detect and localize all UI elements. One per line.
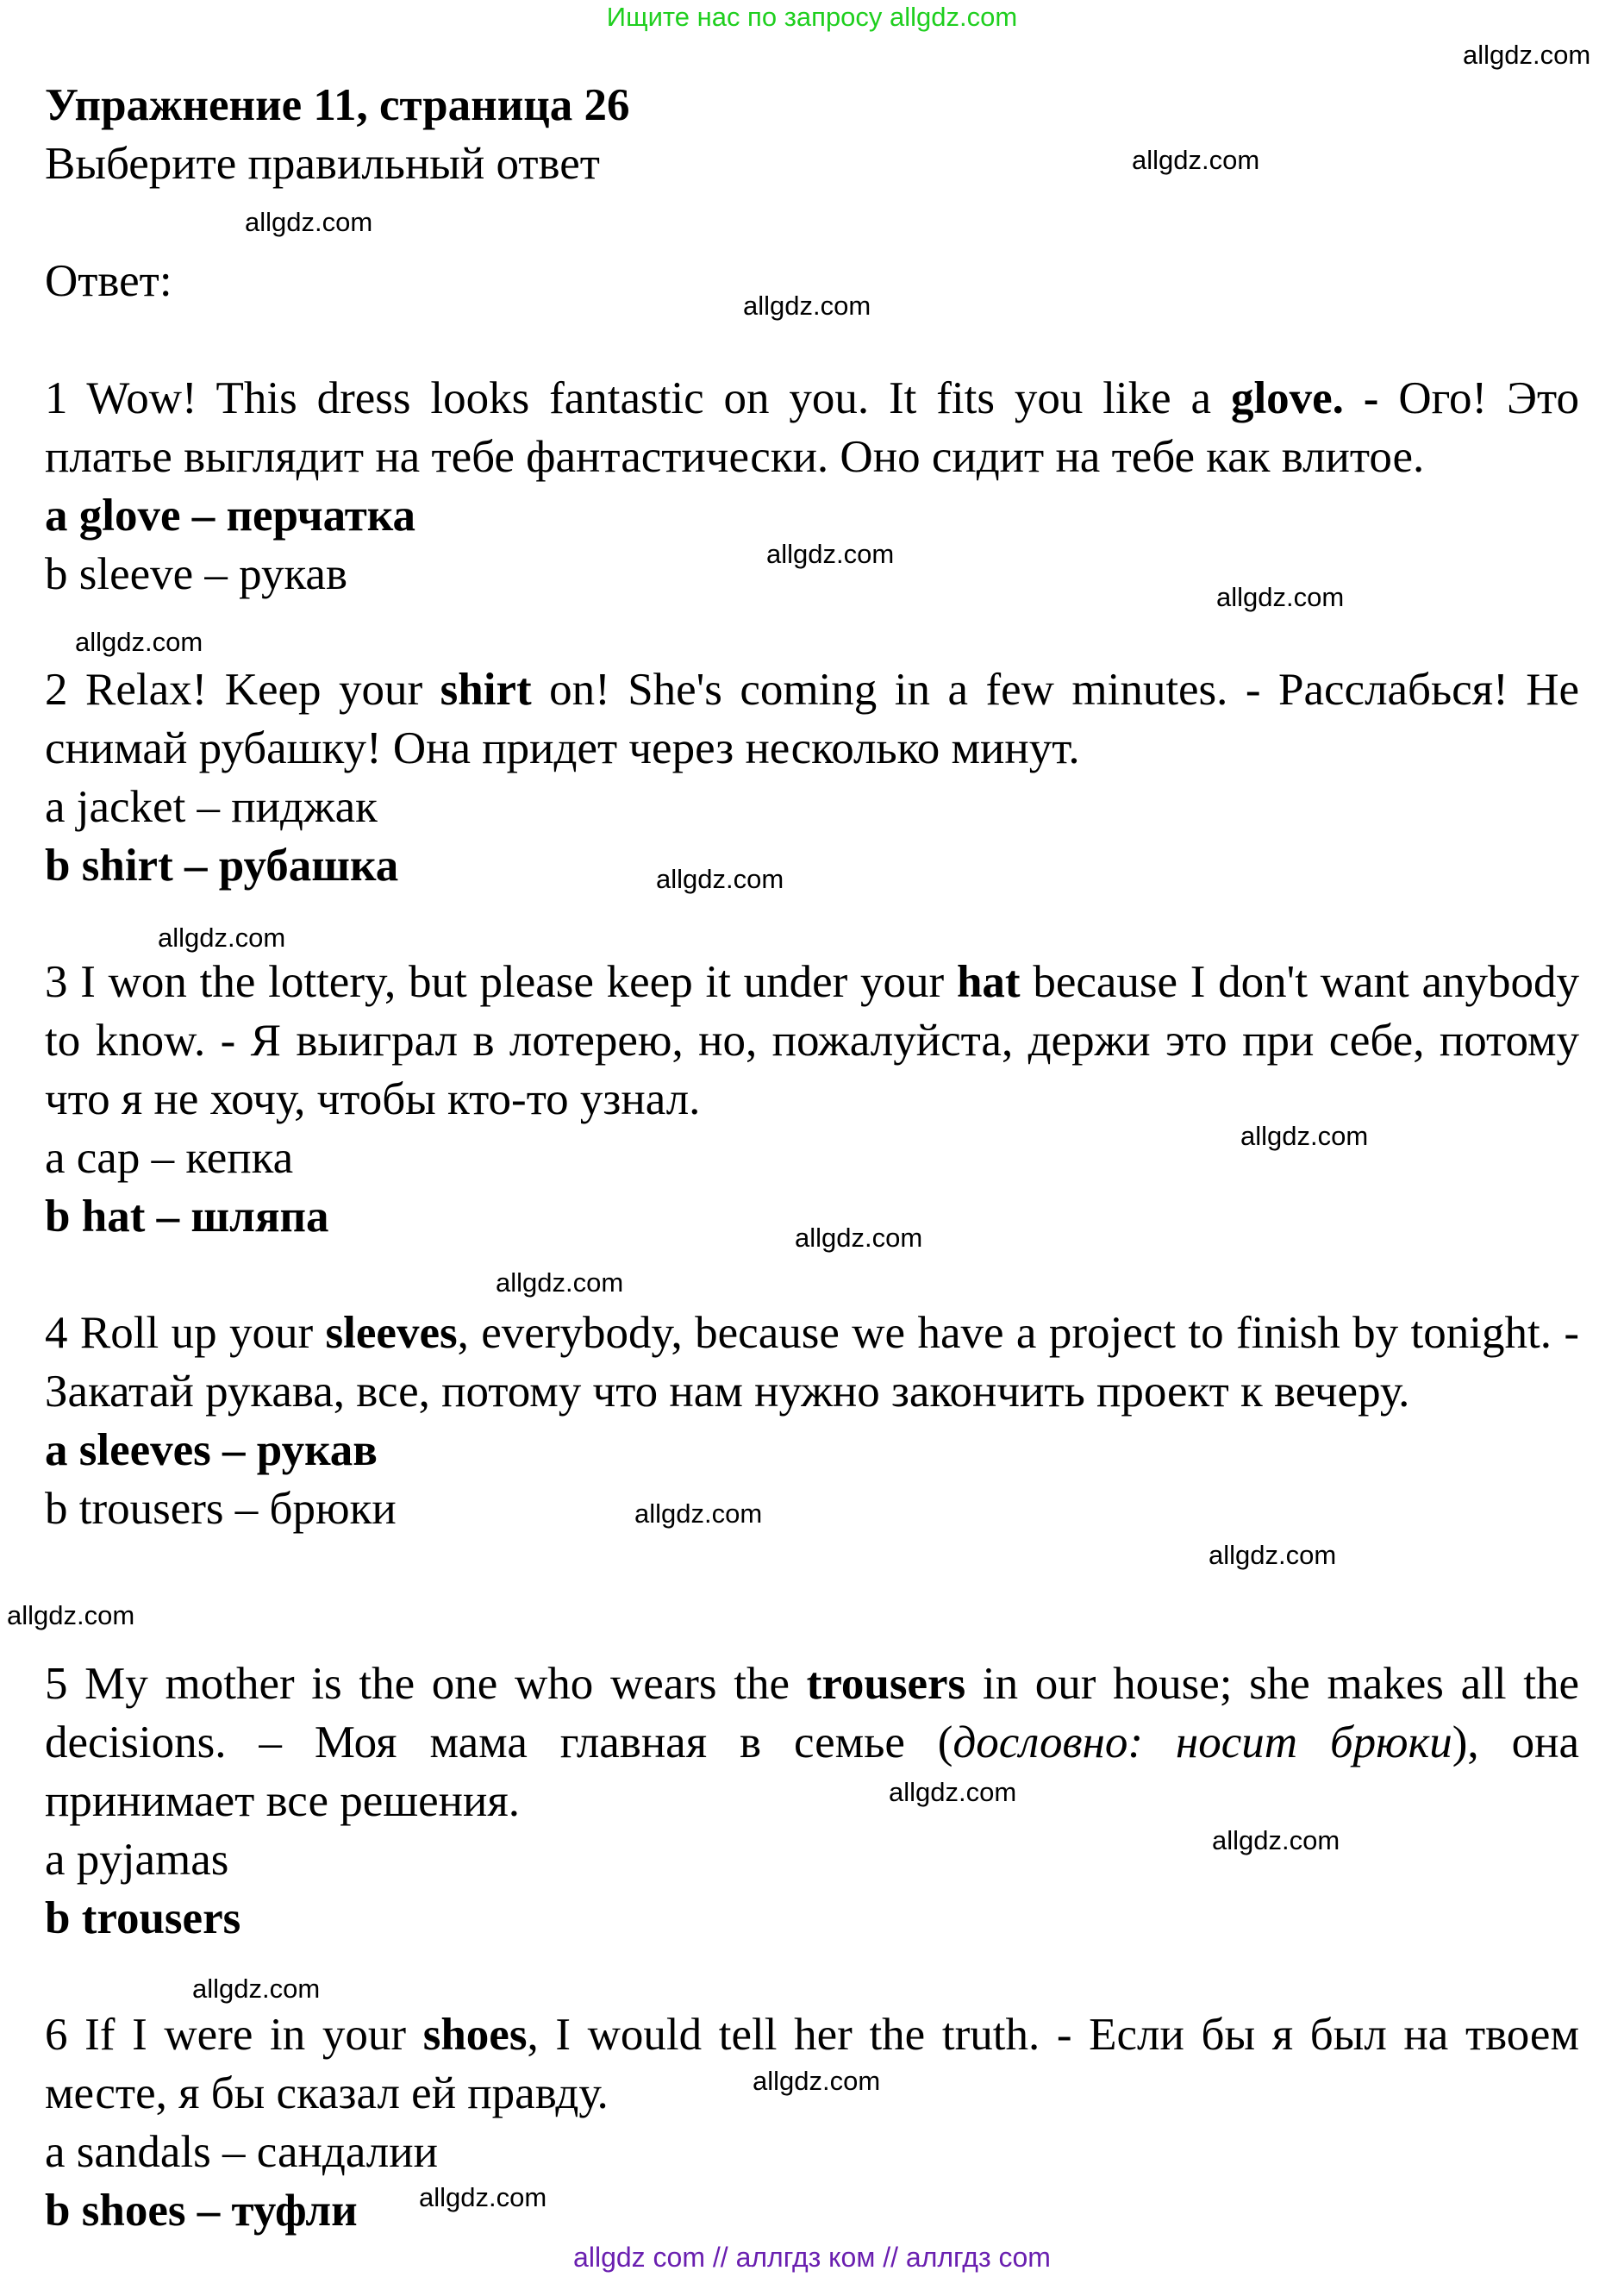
watermark: allgdz.com <box>1209 1540 1337 1570</box>
option-b: b sleeve – рукав <box>45 549 347 599</box>
exercise-item-3 <box>45 953 1579 1246</box>
watermark: allgdz.com <box>1212 1825 1340 1855</box>
question-text: 5 My mother is the one who wears the trousers in our house; she makes all the decisions. – Моя мама главная в семье (дословно: носит брюки), она принимает все решения. <box>45 1659 1579 1826</box>
exercise-instruction: Выберите правильный ответ <box>45 139 600 189</box>
watermark: allgdz.com <box>7 1600 135 1630</box>
option-b: b trousers – брюки <box>45 1484 397 1534</box>
option-b: b hat – шляпа <box>45 1192 329 1242</box>
exercise-item-4 <box>45 1304 1579 1538</box>
question-text: 3 I won the lottery, but please keep it under your hat because I don't want anybody to know. - Я выиграл в лотерею, но, пожалуйста, держи это при себе, потому что я не хочу, чтобы кто-то узнал. <box>45 957 1579 1124</box>
watermark: allgdz.com <box>1216 582 1345 612</box>
option-b: b shirt – рубашка <box>45 841 399 891</box>
question-text: 6 If I were in your shoes, I would tell her the truth. - Если бы я был на твоем месте, я бы сказал ей правду. <box>45 2010 1579 2118</box>
watermark: allgdz.com <box>75 627 203 657</box>
watermark: allgdz.com <box>419 2182 547 2212</box>
question-text: 2 Relax! Keep your shirt on! She's coming in a few minutes. - Расслабься! Не снимай рубашку! Она придет через несколько минут. <box>45 665 1579 773</box>
footer-links[interactable]: allgdz com // аллгдз ком // аллгдз com <box>573 2242 1051 2273</box>
question-text: 4 Roll up your sleeves, everybody, because we have a project to finish by tonight. - Закатай рукава, все, потому что нам нужно закончить проект к вечеру. <box>45 1308 1579 1417</box>
exercise-item-6 <box>45 2005 1579 2240</box>
watermark: allgdz.com <box>245 207 373 237</box>
option-a: a glove – перчатка <box>45 491 416 541</box>
watermark: allgdz.com <box>743 291 871 321</box>
watermark: allgdz.com <box>634 1498 763 1529</box>
watermark: allgdz.com <box>192 1974 321 2004</box>
watermark: allgdz.com <box>158 923 286 953</box>
watermark: allgdz.com <box>496 1267 624 1298</box>
watermark: allgdz.com <box>889 1777 1017 1807</box>
option-a: a jacket – пиджак <box>45 782 378 832</box>
option-b: b shoes – туфли <box>45 2186 358 2236</box>
watermark: allgdz.com <box>795 1223 923 1253</box>
option-a: a pyjamas <box>45 1835 229 1885</box>
watermark: allgdz.com <box>1463 40 1591 70</box>
option-a: a sandals – сандалии <box>45 2127 438 2177</box>
exercise-item-2 <box>45 660 1579 895</box>
question-text: 1 Wow! This dress looks fantastic on you. It fits you like a glove. - Ого! Это платье выглядит на тебе фантастически. Оно сидит на тебе как влитое. <box>45 373 1579 482</box>
watermark: allgdz.com <box>656 864 784 894</box>
answer-label: Ответ: <box>45 256 172 306</box>
exercise-item-5 <box>45 1655 1579 1948</box>
option-b: b trousers <box>45 1893 241 1943</box>
option-a: a sleeves – рукав <box>45 1425 378 1475</box>
watermark: allgdz.com <box>753 2066 881 2096</box>
watermark: allgdz.com <box>766 539 895 569</box>
watermark: allgdz.com <box>1132 145 1260 175</box>
watermark: allgdz.com <box>1240 1121 1369 1151</box>
search-banner[interactable]: Ищите нас по запросу allgdz.com <box>606 2 1018 32</box>
option-a: a cap – кепка <box>45 1133 294 1183</box>
exercise-title: Упражнение 11, страница 26 <box>45 80 630 130</box>
